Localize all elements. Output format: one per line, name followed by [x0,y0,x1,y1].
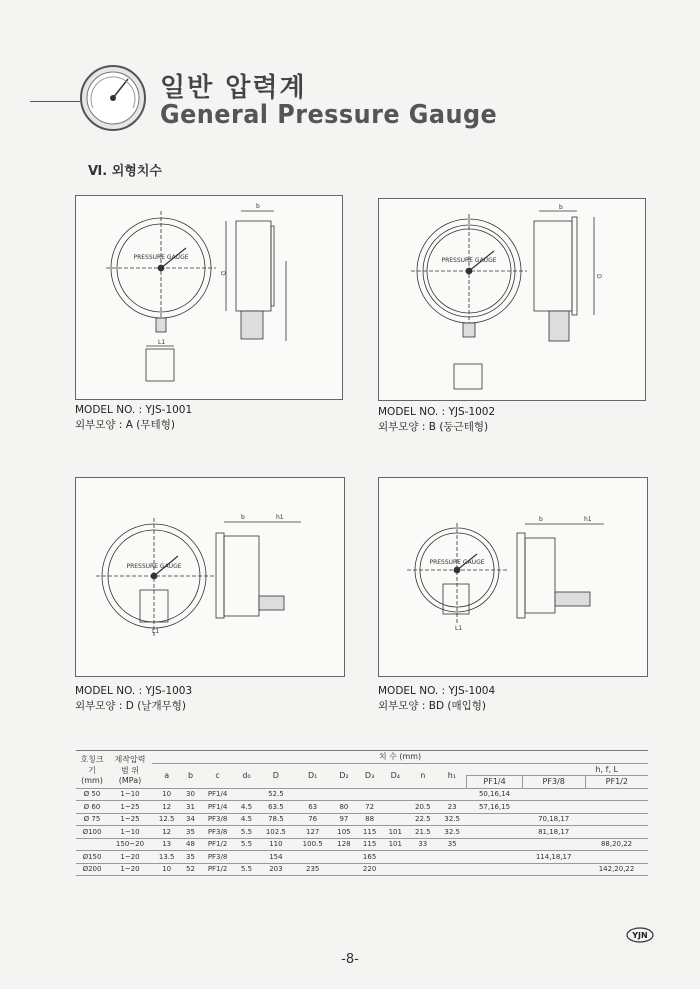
table-cell: 203 [257,863,294,876]
table-cell: 72 [357,801,383,814]
col-header: D₄ [382,763,408,788]
table-cell: 12 [152,801,181,814]
table-cell: 57,16,15 [467,801,522,814]
table-cell: 1~20 [108,863,152,876]
caption-yjs-1004 [378,684,495,714]
table-cell: 30 [181,788,199,801]
table-cell: 1~10 [108,788,152,801]
svg-text:b: b [256,203,260,210]
table-cell [382,801,408,814]
table-cell: 10 [152,788,181,801]
gauge-logo-icon [78,63,148,133]
table-cell: 150~20 [108,838,152,851]
table-row [76,863,648,876]
col-header: a [152,763,181,788]
col-range-header: 제작압력 범 위 (MPa) [108,751,152,789]
table-cell: 235 [294,863,331,876]
table-cell: 1~10 [108,826,152,839]
hfl-col-header: PF1/2 [585,776,648,789]
svg-text:D: D [595,274,602,279]
table-cell: 4.5 [236,813,258,826]
caption-yjs-1001 [75,403,192,433]
table-row [76,826,648,839]
col-header: D₂ [331,763,357,788]
table-cell [467,863,522,876]
title-korean: 일반 압력계 [160,73,307,103]
svg-text:b: b [241,514,245,521]
shape-type: 외부모양 : BD (매입형) [378,700,487,712]
table-cell [437,788,466,801]
table-cell: 114,18,17 [522,851,585,864]
table-cell: 105 [331,826,357,839]
table-cell: 33 [408,838,437,851]
dial-label-1: PRESSURE GAUGE [133,254,189,261]
model-number: MODEL NO. : YJS-1001 [75,404,193,416]
table-cell: 35 [181,851,199,864]
table-cell: 52.5 [257,788,294,801]
table-cell [585,813,648,826]
table-cell [585,788,648,801]
svg-text:h1: h1 [584,516,592,523]
table-cell: 101 [382,838,408,851]
table-cell: 34 [181,813,199,826]
shape-type: 외부모양 : D (날개무형) [75,700,186,712]
drawing-yjs-1004 [378,477,648,677]
table-cell: PF1/4 [200,801,236,814]
page-number: -8- [341,952,359,967]
col-header: D₁ [294,763,331,788]
table-cell: 63 [294,801,331,814]
table-cell: PF1/4 [200,788,236,801]
svg-text:h1: h1 [276,514,284,521]
table-cell [236,851,258,864]
col-header: n [408,763,437,788]
table-cell [437,863,466,876]
table-cell: 115 [357,826,383,839]
svg-text:b: b [559,204,563,211]
svg-text:b: b [539,516,543,523]
table-cell [585,801,648,814]
table-cell [522,788,585,801]
table-cell [408,788,437,801]
table-cell: 48 [181,838,199,851]
table-cell: Ø 50 [76,788,108,801]
table-cell: 21.5 [408,826,437,839]
table-cell: 102.5 [257,826,294,839]
header-rule [30,101,80,102]
table-cell [408,851,437,864]
table-cell: 165 [357,851,383,864]
hfl-col-header: PF3/8 [522,776,585,789]
table-cell: 13 [152,838,181,851]
table-cell: 101 [382,826,408,839]
table-cell: 12.5 [152,813,181,826]
title-english: General Pressure Gauge [160,100,498,130]
table-cell: 110 [257,838,294,851]
table-cell [294,788,331,801]
table-cell: Ø 60 [76,801,108,814]
table-cell: 100.5 [294,838,331,851]
table-cell: PF3/8 [200,851,236,864]
svg-text:L1: L1 [158,339,166,346]
table-cell: 32.5 [437,813,466,826]
svg-text:L1: L1 [455,625,463,632]
table-cell: 5.5 [236,826,258,839]
table-cell [331,788,357,801]
col-header: h₁ [437,763,466,788]
svg-text:L1: L1 [152,628,160,635]
table-cell: 115 [357,838,383,851]
dial-label-3: PRESSURE GAUGE [126,563,182,570]
dial-label-2: PRESSURE GAUGE [441,257,497,264]
table-cell: 128 [331,838,357,851]
table-cell: PF3/8 [200,813,236,826]
table-cell: 13.5 [152,851,181,864]
table-cell [382,813,408,826]
hfl-header: h, f, L [467,763,648,776]
table-cell [467,851,522,864]
table-cell [585,851,648,864]
table-row [76,838,648,851]
hfl-col-header: PF1/4 [467,776,522,789]
table-cell: PF1/2 [200,863,236,876]
table-cell: 5.5 [236,838,258,851]
caption-yjs-1002 [378,405,495,435]
table-cell: 97 [331,813,357,826]
table-cell: 35 [181,826,199,839]
table-row [76,813,648,826]
col-header: b [181,763,199,788]
table-cell: Ø 75 [76,813,108,826]
table-cell: 23 [437,801,466,814]
table-cell: PF3/8 [200,826,236,839]
table-cell [382,863,408,876]
section-title: Ⅵ. 외형치수 [88,164,162,179]
table-cell: 10 [152,863,181,876]
col-header: D [257,763,294,788]
table-cell: 4.5 [236,801,258,814]
table-cell: 88 [357,813,383,826]
table-cell: 32.5 [437,826,466,839]
model-number: MODEL NO. : YJS-1002 [378,406,496,418]
table-cell [585,826,648,839]
table-row [76,801,648,814]
table-cell: 127 [294,826,331,839]
table-cell: 220 [357,863,383,876]
table-cell: PF1/2 [200,838,236,851]
table-cell: 1~25 [108,801,152,814]
col-header: D₃ [357,763,383,788]
caption-yjs-1003 [75,684,192,714]
table-cell [522,838,585,851]
table-row [76,851,648,864]
table-cell: 78.5 [257,813,294,826]
table-cell: 88,20,22 [585,838,648,851]
table-cell: 1~25 [108,813,152,826]
shape-type: 외부모양 : B (둥근테형) [378,421,489,433]
drawing-yjs-1002 [378,198,646,401]
svg-text:D: D [219,271,226,276]
brand-text: YJN [632,931,648,940]
table-cell: 52 [181,863,199,876]
table-cell [408,863,437,876]
table-cell [382,851,408,864]
dimensions-table [76,750,648,876]
table-cell: 81,18,17 [522,826,585,839]
model-number: MODEL NO. : YJS-1003 [75,685,193,697]
table-cell [294,851,331,864]
drawing-yjs-1003 [75,477,345,677]
drawing-yjs-1001 [75,195,343,400]
table-cell: 70,18,17 [522,813,585,826]
table-cell [236,788,258,801]
table-cell [467,838,522,851]
table-cell: 35 [437,838,466,851]
table-cell [76,838,108,851]
table-cell: 76 [294,813,331,826]
table-cell: 50,16,14 [467,788,522,801]
table-cell: 12 [152,826,181,839]
model-number: MODEL NO. : YJS-1004 [378,685,496,697]
table-cell [382,788,408,801]
table-cell [331,851,357,864]
table-cell [522,801,585,814]
table-cell: 31 [181,801,199,814]
table-cell: 5.5 [236,863,258,876]
table-cell [437,851,466,864]
table-cell: 20.5 [408,801,437,814]
brand-logo-icon [625,925,655,943]
table-cell: 142,20,22 [585,863,648,876]
page-header [0,55,700,145]
shape-type: 외부모양 : A (무테형) [75,419,175,431]
col-header: c [200,763,236,788]
table-cell [331,863,357,876]
table-cell: 1~20 [108,851,152,864]
table-cell: 63.5 [257,801,294,814]
table-cell: 80 [331,801,357,814]
table-cell [357,788,383,801]
col-size-header: 호칭크기 (mm) [76,751,108,789]
table-row [76,788,648,801]
table-cell: 22.5 [408,813,437,826]
dial-label-4: PRESSURE GAUGE [429,559,485,566]
table-cell: 154 [257,851,294,864]
table-cell [467,826,522,839]
table-cell: Ø100 [76,826,108,839]
dim-header: 치 수 (mm) [152,751,648,764]
table-cell [467,813,522,826]
table-cell: Ø200 [76,863,108,876]
table-cell: Ø150 [76,851,108,864]
col-header: d₀ [236,763,258,788]
table-cell [522,863,585,876]
